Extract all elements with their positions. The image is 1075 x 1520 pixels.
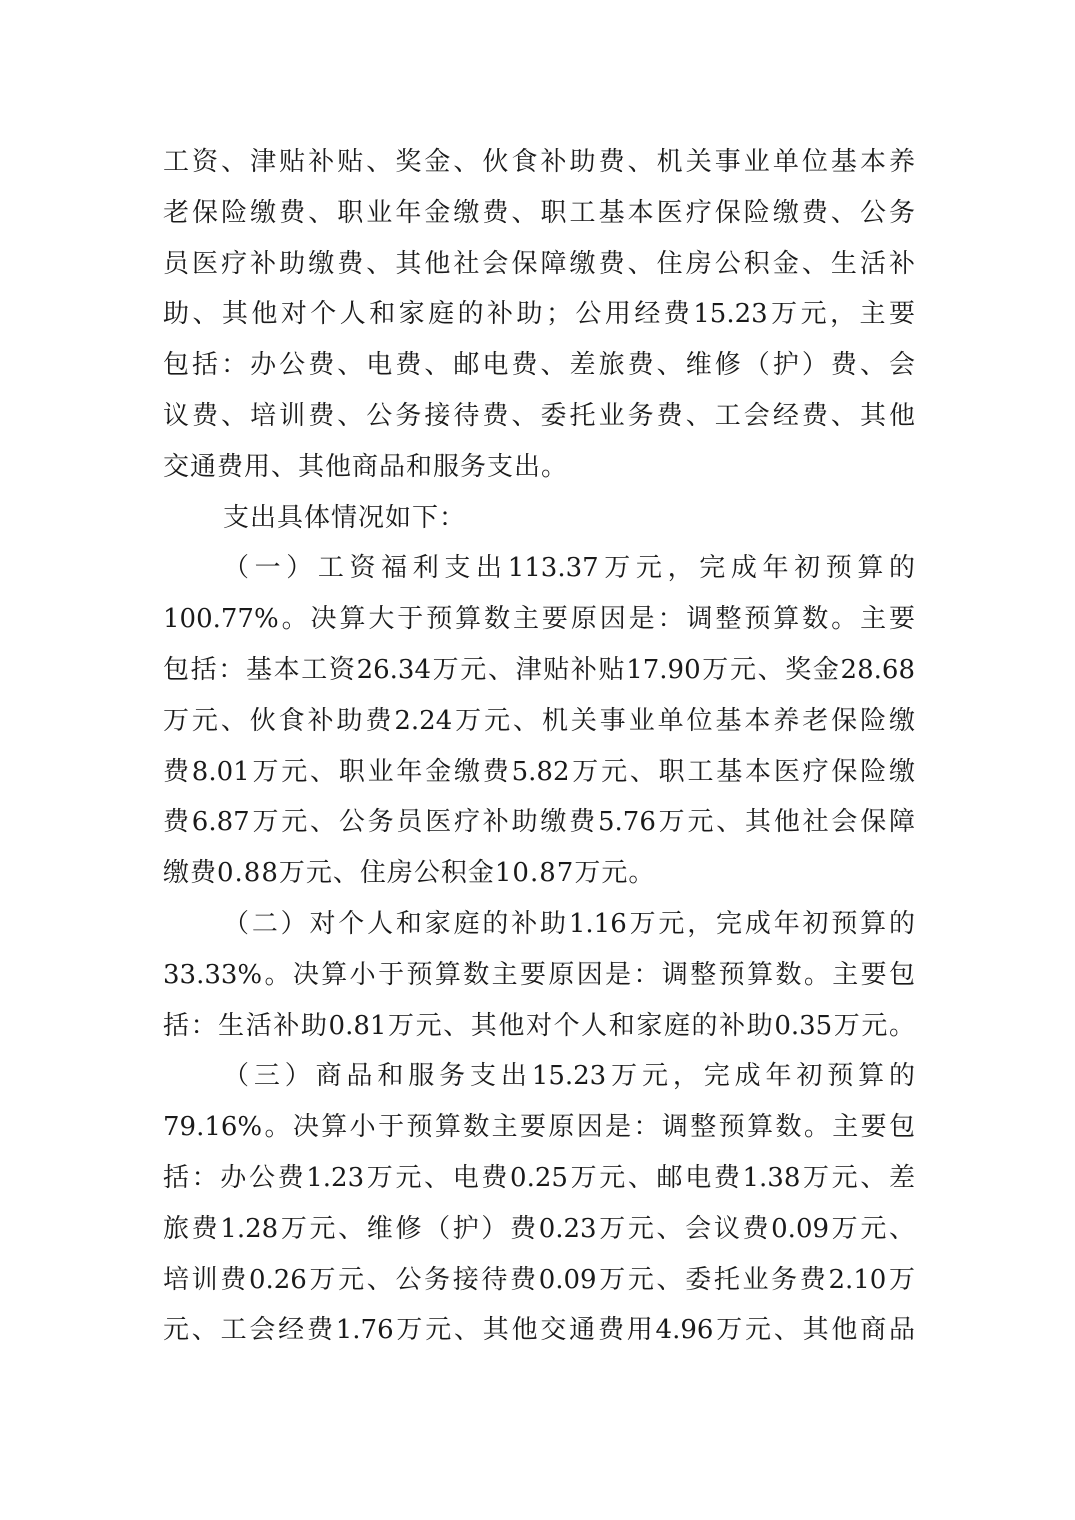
text-line: 老保险缴费、职业年金缴费、职工基本医疗保险缴费、公务	[163, 197, 915, 228]
text-line: 100.77%。决算大于预算数主要原因是：调整预算数。主要	[163, 604, 915, 635]
text-line: 培训费0.26万元、公务接待费0.09万元、委托业务费2.10万	[163, 1264, 915, 1295]
text-line: 助、其他对个人和家庭的补助；公用经费15.23万元，主要	[163, 299, 915, 330]
text-line: 员医疗补助缴费、其他社会保障缴费、住房公积金、生活补	[163, 248, 915, 279]
text-line: 元、工会经费1.76万元、其他交通费用4.96万元、其他商品	[163, 1315, 915, 1346]
document-body	[163, 137, 915, 1356]
text-line: 括：生活补助0.81万元、其他对个人和家庭的补助0.35万元。	[163, 1010, 915, 1041]
text-line: 费8.01万元、职业年金缴费5.82万元、职工基本医疗保险缴	[163, 756, 915, 787]
text-line: 包括：办公费、电费、邮电费、差旅费、维修（护）费、会	[163, 350, 915, 381]
text-line: 33.33%。决算小于预算数主要原因是：调整预算数。主要包	[163, 959, 915, 990]
text-line: 费6.87万元、公务员医疗补助缴费5.76万元、其他社会保障	[163, 807, 915, 838]
text-line: 旅费1.28万元、维修（护）费0.23万元、会议费0.09万元、	[163, 1213, 915, 1244]
text-line: 万元、伙食补助费2.24万元、机关事业单位基本养老保险缴	[163, 705, 915, 736]
text-line: 工资、津贴补贴、奖金、伙食补助费、机关事业单位基本养	[163, 147, 915, 177]
text-line: （一）工资福利支出113.37万元，完成年初预算的	[223, 553, 915, 584]
text-line: 包括：基本工资26.34万元、津贴补贴17.90万元、奖金28.68	[163, 654, 915, 685]
text-line: 议费、培训费、公务接待费、委托业务费、工会经费、其他	[163, 400, 915, 431]
text-line: 79.16%。决算小于预算数主要原因是：调整预算数。主要包	[163, 1112, 915, 1143]
text-line: 括：办公费1.23万元、电费0.25万元、邮电费1.38万元、差	[163, 1162, 915, 1193]
text-line: （三）商品和服务支出15.23万元，完成年初预算的	[223, 1061, 915, 1092]
text-line: 缴费0.88万元、住房公积金10.87万元。	[163, 858, 656, 889]
text-line: 交通费用、其他商品和服务支出。	[163, 451, 569, 482]
text-line: （二）对个人和家庭的补助1.16万元，完成年初预算的	[223, 908, 915, 939]
section-heading: 支出具体情况如下：	[223, 502, 467, 533]
